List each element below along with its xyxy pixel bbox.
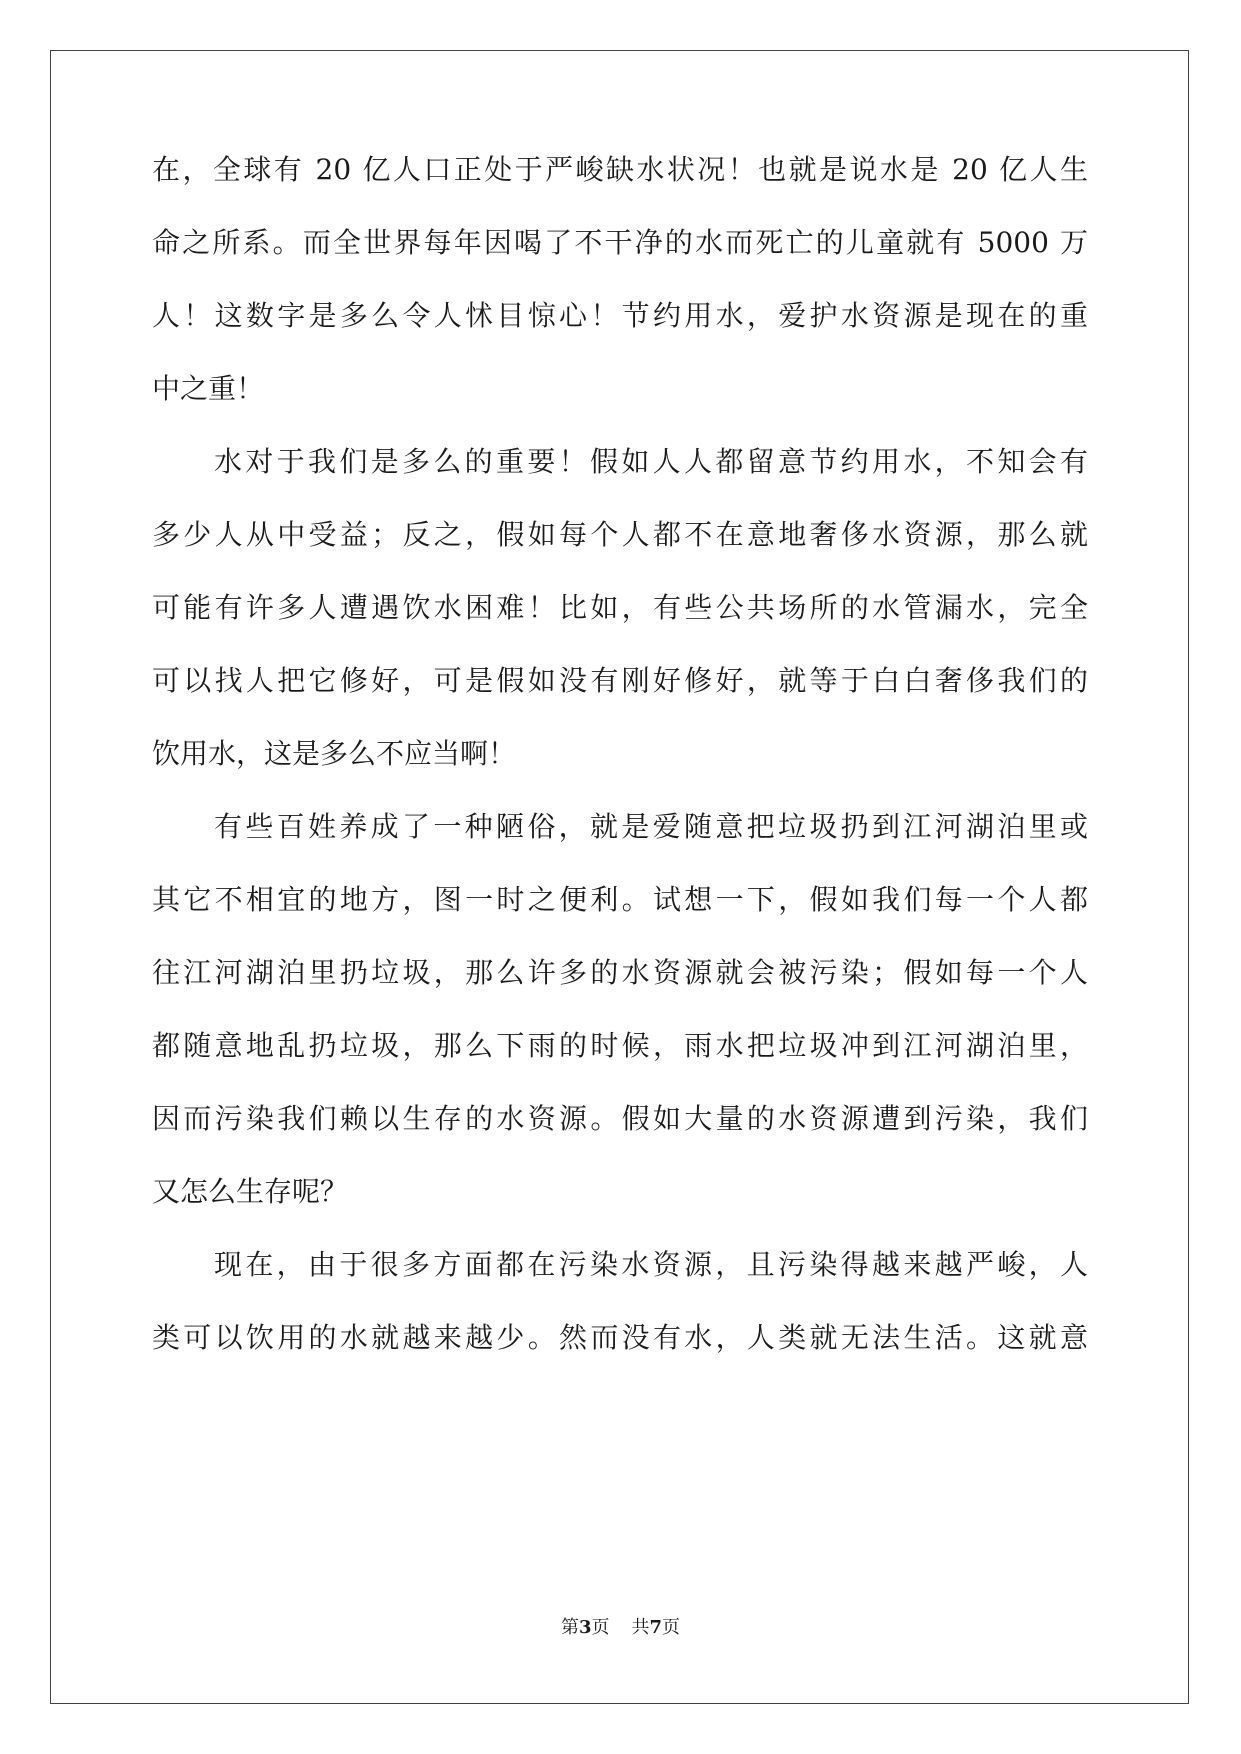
- page-prefix: 第: [560, 1617, 579, 1638]
- text-line: 又怎么生存呢？: [152, 1175, 349, 1208]
- paragraph-first-line: 现在，由于很多方面都在污染水资源，且污染得越来越严峻，人: [214, 1248, 1088, 1281]
- text-line: 往江河湖泊里扔垃圾，那么许多的水资源就会被污染；假如每一个人: [152, 956, 1088, 989]
- page-footer: [0, 1616, 1241, 1640]
- total-prefix: 共: [631, 1617, 650, 1638]
- text-line: 多少人从中受益；反之，假如每个人都不在意地奢侈水资源，那么就: [152, 518, 1088, 551]
- text-line: 都随意地乱扔垃圾，那么下雨的时候，雨水把垃圾冲到江河湖泊里，: [152, 1029, 1088, 1062]
- text-line: 因而污染我们赖以生存的水资源。假如大量的水资源遭到污染，我们: [152, 1102, 1088, 1135]
- paragraph-first-line: 水对于我们是多么的重要！假如人人都留意节约用水，不知会有: [214, 445, 1088, 478]
- text-line: 在，全球有 20 亿人口正处于严峻缺水状况！也就是说水是 20 亿人生: [152, 153, 1088, 186]
- text-line: 可以找人把它修好，可是假如没有刚好修好，就等于白白奢侈我们的: [152, 664, 1088, 697]
- text-line: 其它不相宜的地方，图一时之便利。试想一下，假如我们每一个人都: [152, 883, 1088, 916]
- text-line: 人！这数字是多么令人怵目惊心！节约用水，爱护水资源是现在的重: [152, 299, 1088, 332]
- text-line: 命之所系。而全世界每年因喝了不干净的水而死亡的儿童就有 5000 万: [152, 226, 1088, 259]
- text-line: 中之重！: [152, 372, 265, 405]
- page-number: 3: [578, 1617, 592, 1638]
- text-line: 饮用水，这是多么不应当啊！: [152, 737, 517, 770]
- paragraph-first-line: 有些百姓养成了一种陋俗，就是爱随意把垃圾扔到江河湖泊里或: [214, 810, 1088, 843]
- total-pages: 7: [649, 1617, 663, 1638]
- text-line: 类可以饮用的水就越来越少。然而没有水，人类就无法生活。这就意: [152, 1321, 1088, 1354]
- text-line: 可能有许多人遭遇饮水困难！比如，有些公共场所的水管漏水，完全: [152, 591, 1088, 624]
- total-suffix: 页: [662, 1617, 681, 1638]
- page-suffix: 页: [591, 1617, 610, 1638]
